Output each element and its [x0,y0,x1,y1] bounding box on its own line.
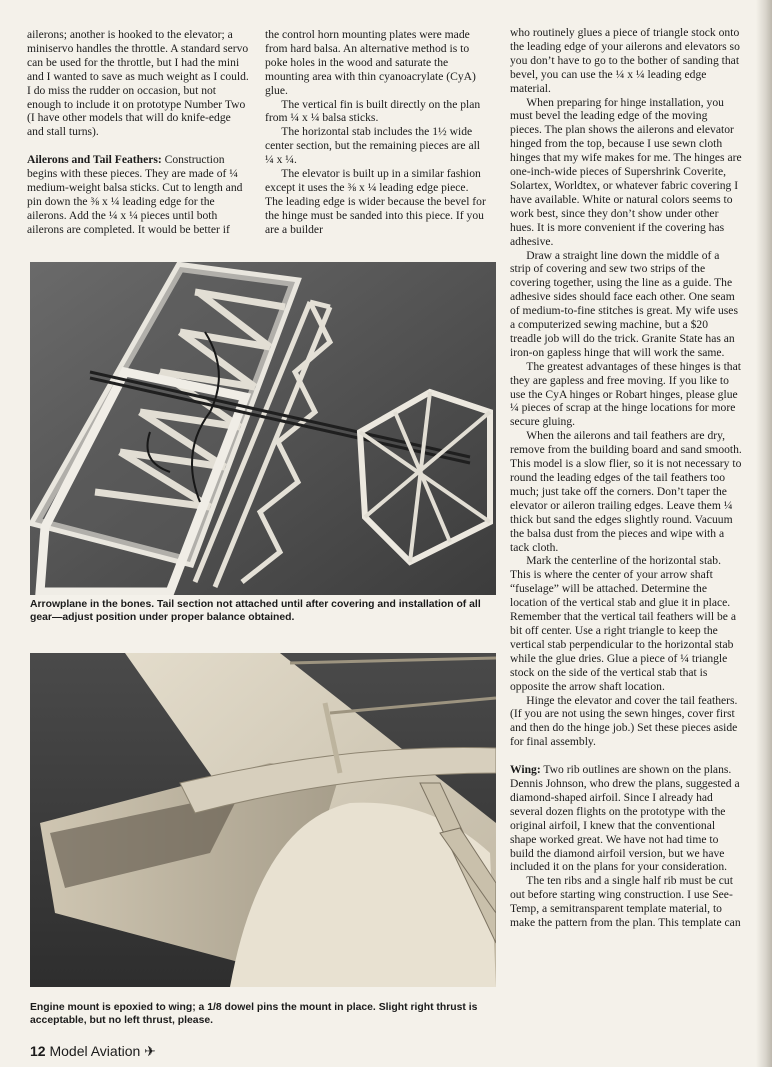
photo-caption: Engine mount is epoxied to wing; a 1/8 dowel pins the mount in place. Slight right thrust is acceptable, but no left thrust, please. [30,1002,478,1026]
paragraph: When the ailerons and tail feathers are dry, remove from the building board and sand smooth. This model is a slow flier, so it is not necessary to round the leading edges of the tail feathers too much; just take off the corners. Don’t taper the elevator or aileron trailing edges. Leave them ¼ thick but sand the edges slightly round. Vacuum the balsa dust from the pieces and wipe with a tack cloth. [510,429,742,554]
text-column-2 [265,28,487,237]
paragraph: When preparing for hinge installation, you must bevel the leading edge of the moving pieces. The plan shows the ailerons and elevator hinged from the top, because I use sewn cloth hinges that my wife makes for me. The hinges are one-inch-wide pieces of Supershrink Coverite, Solartex, Worldtex, or whatever fabric covering I have available. White or natural colors seems to work best, since they don’t show under other hues. It is more convenient if the covering has adhesive. [510,95,742,248]
paragraph: ailerons; another is hooked to the elevator; a miniservo handles the throttle. A standard servo can be used for the throttle, but I had the mini and I wanted to save as much weight as I could. I do miss the rudder on occasion, but not enough to include it on prototype Number Two (I have other models that will do knife-edge and stall turns). [27,28,249,139]
paragraph: the control horn mounting plates were made from hard balsa. An alternative method is to poke holes in the wood and saturate the mounting area with thin cyanoacrylate (CyA) glue. [265,28,476,97]
paragraph: The vertical fin is built directly on the plan from ¼ x ¼ balsa sticks. [265,97,481,125]
magazine-title: Model Aviation [49,1043,141,1059]
text-column-1 [27,28,250,237]
paragraph: Hinge the elevator and cover the tail feathers. (If you are not using the sewn hinges, cover first and then do the hinge job.) Set these pieces aside for final assembly. [510,693,738,749]
paragraph-text: Construction begins with these pieces. They are made of ¼ medium-weight balsa sticks. Cut to length and pin down the ⅜ x ¼ leading edge for the ailerons. Add the ¼ x ¼ pieces until both ailerons are completed. It would be better if [27,153,243,236]
paragraph: The elevator is built up in a similar fashion except it uses the ⅜ x ¼ leading edge piece. The leading edge is wider because the bevel for the hinge must be sanded into this piece. If you are a builder [265,167,486,236]
page-edge-shadow [756,0,772,1067]
paragraph [510,763,742,874]
section-heading: Ailerons and Tail Feathers: [27,153,162,167]
airplane-icon: ✈ [144,1043,156,1059]
section-heading: Wing: [510,763,541,777]
paragraph-text: Two rib outlines are shown on the plans. Dennis Johnson, who drew the plans, suggested a diamond-shaped airfoil. Since I already had several dozen flights on the prototype with the original airfoil, I knew that the conventional shape worked great. We have not had time to build the diamond airfoil version, but we have included it on the plans for your consideration. [510,763,740,874]
paragraph: who routinely glues a piece of triangle stock onto the leading edge of your ailerons and elevators so you don’t have to go to the bother of sanding that bevel, you can use the ¼ x ¼ leading edge material. [510,26,740,95]
paragraph: Mark the centerline of the horizontal stab. This is where the center of your arrow shaft “fuselage” will be attached. Determine the location of the vertical stab and glue it in place. Remember that the vertical tail feathers will be a bit off center. Use a right triangle to keep the vertical stab perpendicular to the horizontal stab while the glue dries. Glue a piece of ¼ triangle stock on the side of the vertical stab that is opposite the arrow shaft location. [510,554,736,693]
photo-caption: Arrowplane in the bones. Tail section not attached until after covering and installation of all gear—adjust position under proper balance obtained. [30,599,481,623]
paragraph: The horizontal stab includes the 1½ wide center section, but the remaining pieces are all ¼ x ¼. [265,125,481,167]
page-number: 12 [30,1043,46,1059]
paragraph: Draw a straight line down the middle of a strip of covering and sew two strips of the covering together, using the line as a guide. The adhesive sides should face each other. One seam of medium-to-fine stitches is great. My wife uses a computerized sewing machine, but a $20 treadle job will do the trick. Granite State has an iron-on gapless hinge that will work the same. [510,248,738,359]
paragraph: The greatest advantages of these hinges is that they are gapless and free moving. If you like to use the CyA hinges or Robart hinges, please glue ¼ pieces of scrap at the hinge locations for more secure gluing. [510,359,741,429]
airframe-illustration [30,262,496,595]
paragraph: The ten ribs and a single half rib must be cut out before starting wing construction. I use See-Temp, a semitransparent template material, to make the pattern from the plan. This template can [510,874,741,930]
photo-engine-mount [30,653,496,987]
page-footer [30,1043,156,1060]
paragraph [27,153,250,236]
photo-arrowplane-frame [30,262,496,595]
engine-mount-illustration [30,653,496,987]
text-column-3 [510,26,742,930]
